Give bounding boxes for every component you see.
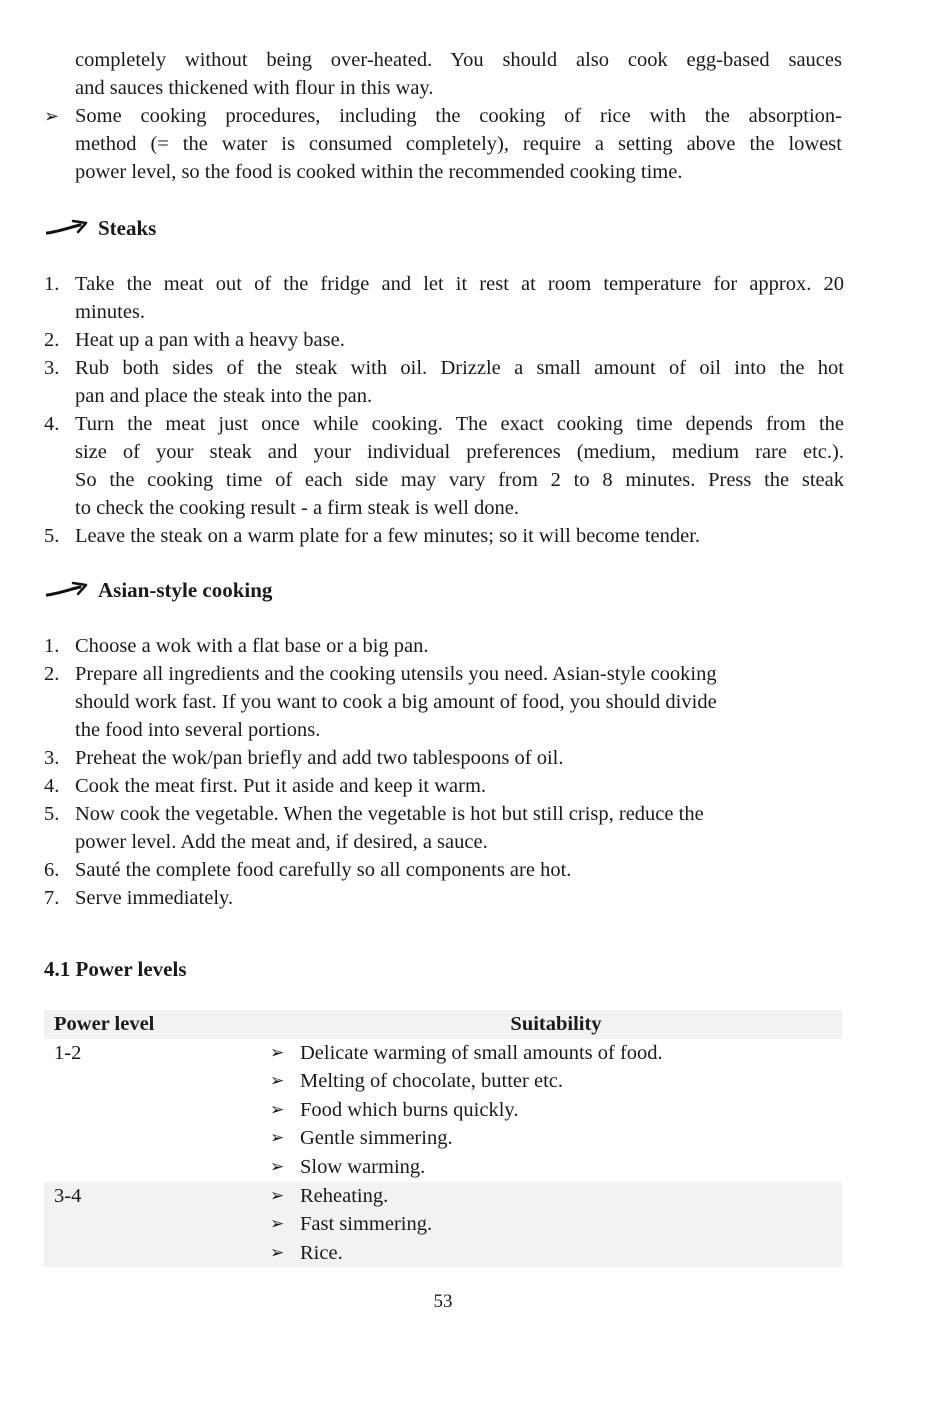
suitability-text: Slow warming. bbox=[300, 1155, 426, 1178]
list-item-line: minutes. bbox=[75, 301, 146, 323]
list-item bbox=[270, 1210, 842, 1239]
list-item bbox=[270, 1153, 842, 1182]
table-header-power-level: Power level bbox=[44, 1010, 270, 1039]
list-item-line: So the cooking time of each side may vary from 2 to 8 minutes. Press the steak bbox=[75, 469, 844, 491]
section-title: 4.1 Power levels bbox=[44, 957, 187, 981]
list-item-line: the food into several portions. bbox=[75, 719, 321, 741]
asian-cooking-list bbox=[44, 632, 844, 912]
steaks-list bbox=[44, 270, 844, 550]
table-header-row bbox=[44, 1010, 842, 1039]
list-item bbox=[270, 1182, 842, 1211]
arrow-bullet-icon: ➢ bbox=[270, 1042, 285, 1062]
arrow-bullet-icon: ➢ bbox=[44, 106, 60, 126]
steaks-heading-label: Steaks bbox=[98, 215, 157, 240]
list-item-line: Leave the steak on a warm plate for a few minutes; so it will become tender. bbox=[75, 525, 701, 547]
suitability-text: Gentle simmering. bbox=[300, 1127, 453, 1150]
table-header-suitability: Suitability bbox=[270, 1010, 842, 1039]
list-item-number: 6. bbox=[44, 859, 60, 881]
intro-bullet-paragraph bbox=[75, 102, 842, 186]
intro-bullet-line: power level, so the food is cooked within the recommended cooking time. bbox=[75, 161, 683, 183]
list-item-line: Take the meat out of the fridge and let it rest at room temperature for approx. 20 bbox=[75, 273, 844, 295]
list-item bbox=[44, 772, 844, 800]
list-item bbox=[44, 744, 844, 772]
list-item-line: Preheat the wok/pan briefly and add two tablespoons of oil. bbox=[75, 747, 564, 769]
arrow-bullet-icon: ➢ bbox=[270, 1185, 285, 1205]
intro-line: completely without being over-heated. You should also cook egg-based sauces bbox=[75, 49, 842, 71]
suitability-cell bbox=[270, 1039, 842, 1182]
list-item bbox=[44, 522, 844, 550]
list-item bbox=[44, 800, 844, 856]
list-item-number: 3. bbox=[44, 747, 60, 769]
intro-bullet-line: method (= the water is consumed completely), require a setting above the lowest bbox=[75, 133, 842, 155]
list-item-line: Turn the meat just once while cooking. The exact cooking time depends from the bbox=[75, 413, 844, 435]
list-item bbox=[44, 326, 844, 354]
suitability-text: Fast simmering. bbox=[300, 1213, 433, 1236]
brush-arrow-icon bbox=[46, 217, 90, 239]
list-item bbox=[44, 856, 844, 884]
arrow-bullet-icon: ➢ bbox=[270, 1128, 285, 1148]
list-item-number: 5. bbox=[44, 803, 60, 825]
list-item-number: 4. bbox=[44, 413, 60, 435]
steaks-heading bbox=[46, 213, 156, 243]
list-item-line: Sauté the complete food carefully so all components are hot. bbox=[75, 859, 572, 881]
list-item bbox=[270, 1124, 842, 1153]
list-item-number: 3. bbox=[44, 357, 60, 379]
list-item bbox=[44, 354, 844, 410]
suitability-text: Reheating. bbox=[300, 1184, 389, 1207]
list-item-number: 4. bbox=[44, 775, 60, 797]
table-row bbox=[44, 1182, 842, 1268]
list-item-line: power level. Add the meat and, if desired, a sauce. bbox=[75, 831, 488, 853]
list-item-number: 5. bbox=[44, 525, 60, 547]
list-item-line: Rub both sides of the steak with oil. Drizzle a small amount of oil into the hot bbox=[75, 357, 844, 379]
suitability-list bbox=[270, 1039, 842, 1182]
page-number: 53 bbox=[433, 1291, 453, 1312]
arrow-bullet-icon: ➢ bbox=[270, 1156, 285, 1176]
suitability-text: Delicate warming of small amounts of food. bbox=[300, 1041, 663, 1064]
suitability-text: Food which burns quickly. bbox=[300, 1098, 519, 1121]
suitability-list bbox=[270, 1182, 842, 1268]
list-item-number: 2. bbox=[44, 663, 60, 685]
list-item bbox=[44, 660, 844, 744]
list-item-line: Cook the meat first. Put it aside and keep it warm. bbox=[75, 775, 487, 797]
power-level-cell: 1-2 bbox=[54, 1041, 82, 1064]
list-item bbox=[270, 1096, 842, 1125]
intro-bullet-line: Some cooking procedures, including the cooking of rice with the absorption- bbox=[75, 105, 842, 127]
power-level-cell: 3-4 bbox=[44, 1182, 270, 1268]
power-level-table bbox=[44, 1010, 842, 1267]
list-item bbox=[44, 270, 844, 326]
table-row bbox=[44, 1039, 842, 1182]
brush-arrow-icon bbox=[46, 579, 90, 601]
list-item-line: Now cook the vegetable. When the vegetable is hot but still crisp, reduce the bbox=[75, 803, 704, 825]
list-item bbox=[270, 1039, 842, 1068]
list-item-number: 2. bbox=[44, 329, 60, 351]
arrow-bullet-icon: ➢ bbox=[270, 1214, 285, 1234]
asian-cooking-heading bbox=[46, 575, 272, 605]
suitability-text: Rice. bbox=[300, 1241, 343, 1264]
list-item-line: Heat up a pan with a heavy base. bbox=[75, 329, 345, 351]
list-item-line: Serve immediately. bbox=[75, 887, 234, 909]
intro-line: and sauces thickened with flour in this way. bbox=[75, 77, 434, 99]
list-item-line: should work fast. If you want to cook a big amount of food, you should divide bbox=[75, 691, 717, 713]
arrow-bullet-icon: ➢ bbox=[270, 1099, 285, 1119]
asian-cooking-heading-label: Asian-style cooking bbox=[98, 577, 273, 602]
list-item-line: Prepare all ingredients and the cooking utensils you need. Asian-style cooking bbox=[75, 663, 717, 685]
list-item bbox=[44, 884, 844, 912]
list-item-number: 7. bbox=[44, 887, 60, 909]
list-item-line: size of your steak and your individual preferences (medium, medium rare etc.). bbox=[75, 441, 844, 463]
list-item bbox=[270, 1239, 842, 1268]
list-item-line: Choose a wok with a flat base or a big pan. bbox=[75, 635, 429, 657]
list-item-number: 1. bbox=[44, 635, 60, 657]
suitability-cell bbox=[270, 1182, 842, 1268]
list-item-number: 1. bbox=[44, 273, 60, 295]
list-item-line: pan and place the steak into the pan. bbox=[75, 385, 373, 407]
list-item bbox=[270, 1067, 842, 1096]
suitability-text: Melting of chocolate, butter etc. bbox=[300, 1070, 563, 1093]
list-item bbox=[44, 632, 844, 660]
list-item bbox=[44, 410, 844, 522]
arrow-bullet-icon: ➢ bbox=[270, 1071, 285, 1091]
intro-paragraph bbox=[75, 46, 842, 102]
arrow-bullet-icon: ➢ bbox=[270, 1242, 285, 1262]
list-item-line: to check the cooking result - a firm steak is well done. bbox=[75, 497, 520, 519]
